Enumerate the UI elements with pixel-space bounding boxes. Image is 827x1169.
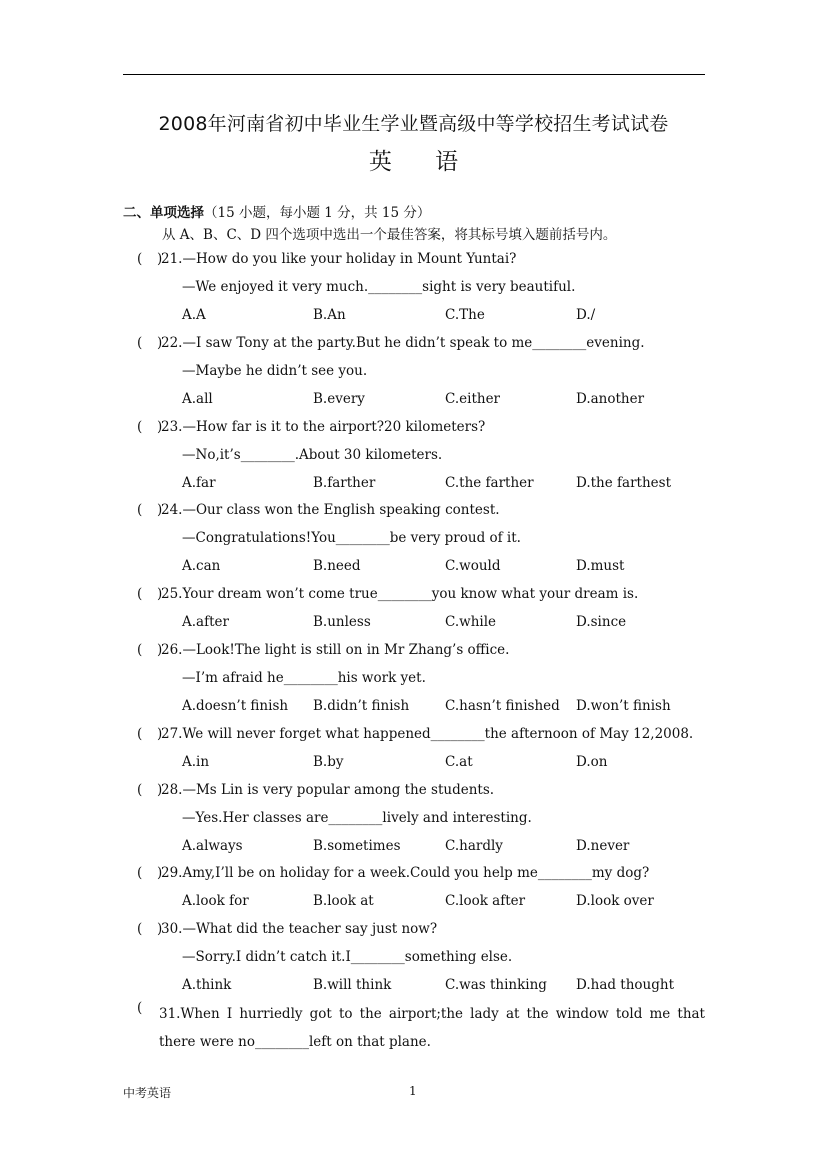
question-stem: 28.—Ms Lin is very popular among the students. [161, 781, 495, 798]
question-response-line: —I’m afraid he________his work yet. [182, 670, 426, 686]
option-b: B.sometimes [313, 837, 401, 854]
option-c: C.while [445, 614, 497, 631]
option-a: A.look for [182, 893, 249, 910]
option-c: C.was thinking [445, 977, 547, 994]
answer-bracket-close: ) [157, 586, 163, 603]
answer-bracket-close: ) [157, 502, 163, 519]
header-rule [123, 74, 705, 75]
footer-label: 中考英语 [123, 1086, 172, 1100]
option-c: C.hardly [445, 837, 503, 854]
question-31 [0, 1000, 827, 1056]
answer-bracket-open[interactable]: ( [137, 781, 143, 798]
option-a: A.far [182, 474, 216, 491]
option-b: B.by [313, 753, 344, 770]
question-response-line: —Sorry.I didn’t catch it.I________something else. [182, 949, 513, 966]
option-d: D.since [576, 614, 627, 631]
answer-bracket-close: ) [157, 251, 163, 267]
question-stem: 27.We will never forget what happened________the afternoon of May 12,2008. [161, 725, 694, 742]
option-c: C.The [445, 307, 485, 323]
answer-bracket-close: ) [157, 725, 163, 742]
option-d: D./ [576, 307, 596, 323]
section-heading [123, 201, 430, 221]
option-d: D.won’t finish [576, 698, 671, 714]
option-a: A.doesn’t finish [182, 698, 289, 714]
option-b: B.An [313, 307, 346, 323]
option-c: C.at [445, 753, 473, 770]
question-stem: 30.—What did the teacher say just now? [161, 921, 438, 938]
option-a: A.think [182, 977, 232, 994]
option-a: A.can [182, 558, 221, 575]
answer-bracket-close: ) [157, 642, 163, 658]
option-d: D.the farthest [576, 474, 671, 491]
question-stem: 24.—Our class won the English speaking contest. [161, 502, 500, 519]
question-stem: 22.—I saw Tony at the party.But he didn’t speak to me________evening. [161, 334, 645, 351]
question-response-line: —Yes.Her classes are________lively and interesting. [182, 809, 532, 826]
answer-bracket-close: ) [157, 781, 163, 798]
question-31-text: 31.When I hurriedly got to the airport;the lady at the window told me that there were no________left on that plane. [159, 1006, 705, 1050]
question-response-line: —No,it’s________.About 30 kilometers. [182, 446, 443, 463]
answer-bracket-open[interactable]: ( [137, 921, 143, 938]
section-heading-label: 二、单项选择 [123, 205, 204, 221]
page-number: 1 [409, 1084, 417, 1098]
question-stem: 21.—How do you like your holiday in Mount Yuntai? [161, 251, 517, 267]
question-stem: 26.—Look!The light is still on in Mr Zhang’s office. [161, 642, 510, 658]
subject-title: 英 语 [368, 149, 477, 175]
section-instructions: 从 A、B、C、D 四个选项中选出一个最佳答案，将其标号填入题前括号内。 [162, 227, 617, 243]
option-d: D.another [576, 390, 645, 407]
option-c: C.look after [445, 893, 526, 910]
option-a: A.after [182, 614, 229, 631]
option-b: B.look at [313, 893, 374, 910]
option-a: A.A [182, 307, 206, 323]
option-b: B.farther [313, 474, 376, 491]
question-stem: 23.—How far is it to the airport?20 kilometers? [161, 418, 486, 435]
option-b: B.will think [313, 977, 392, 994]
option-d: D.must [576, 558, 625, 575]
option-d: D.had thought [576, 977, 675, 994]
option-b: B.didn’t finish [313, 698, 410, 714]
option-c: C.would [445, 558, 501, 575]
question-response-line: —We enjoyed it very much.________sight is very beautiful. [182, 279, 576, 295]
option-b: B.need [313, 558, 361, 575]
answer-bracket-close: ) [157, 921, 163, 938]
option-a: A.all [182, 390, 213, 407]
question-stem: 29.Amy,I’ll be on holiday for a week.Could you help me________my dog? [161, 865, 650, 882]
option-d: D.never [576, 837, 630, 854]
answer-bracket-open[interactable]: ( [137, 251, 143, 267]
option-a: A.always [182, 837, 243, 854]
answer-bracket-open[interactable]: ( [137, 334, 143, 351]
answer-bracket-open[interactable]: ( [137, 725, 143, 742]
option-c: C.the farther [445, 474, 534, 491]
question-stem: 25.Your dream won’t come true________you know what your dream is. [161, 586, 639, 603]
option-d: D.look over [576, 893, 654, 910]
answer-bracket-open[interactable]: ( [137, 642, 143, 658]
question-response-line: —Maybe he didn’t see you. [182, 362, 368, 379]
exam-title: 2008年河南省初中毕业生学业暨高级中等学校招生考试试卷 [158, 113, 669, 135]
section-heading-note: （15 小题，每小题 1 分，共 15 分） [204, 205, 431, 221]
question-response-line: —Congratulations!You________be very proud of it. [182, 530, 521, 547]
option-b: B.every [313, 390, 365, 407]
answer-bracket-open[interactable]: ( [137, 418, 143, 435]
option-a: A.in [182, 753, 210, 770]
answer-bracket-open[interactable]: ( [137, 865, 143, 882]
option-c: C.hasn’t finished [445, 698, 560, 714]
option-b: B.unless [313, 614, 371, 631]
answer-bracket-close: ) [157, 865, 163, 882]
option-d: D.on [576, 753, 608, 770]
option-c: C.either [445, 390, 501, 407]
answer-bracket-open: ( [137, 1000, 143, 1016]
answer-bracket-open[interactable]: ( [137, 502, 143, 519]
answer-bracket-open[interactable]: ( [137, 586, 143, 603]
answer-bracket-close: ) [157, 334, 163, 351]
answer-bracket-close: ) [157, 418, 163, 435]
